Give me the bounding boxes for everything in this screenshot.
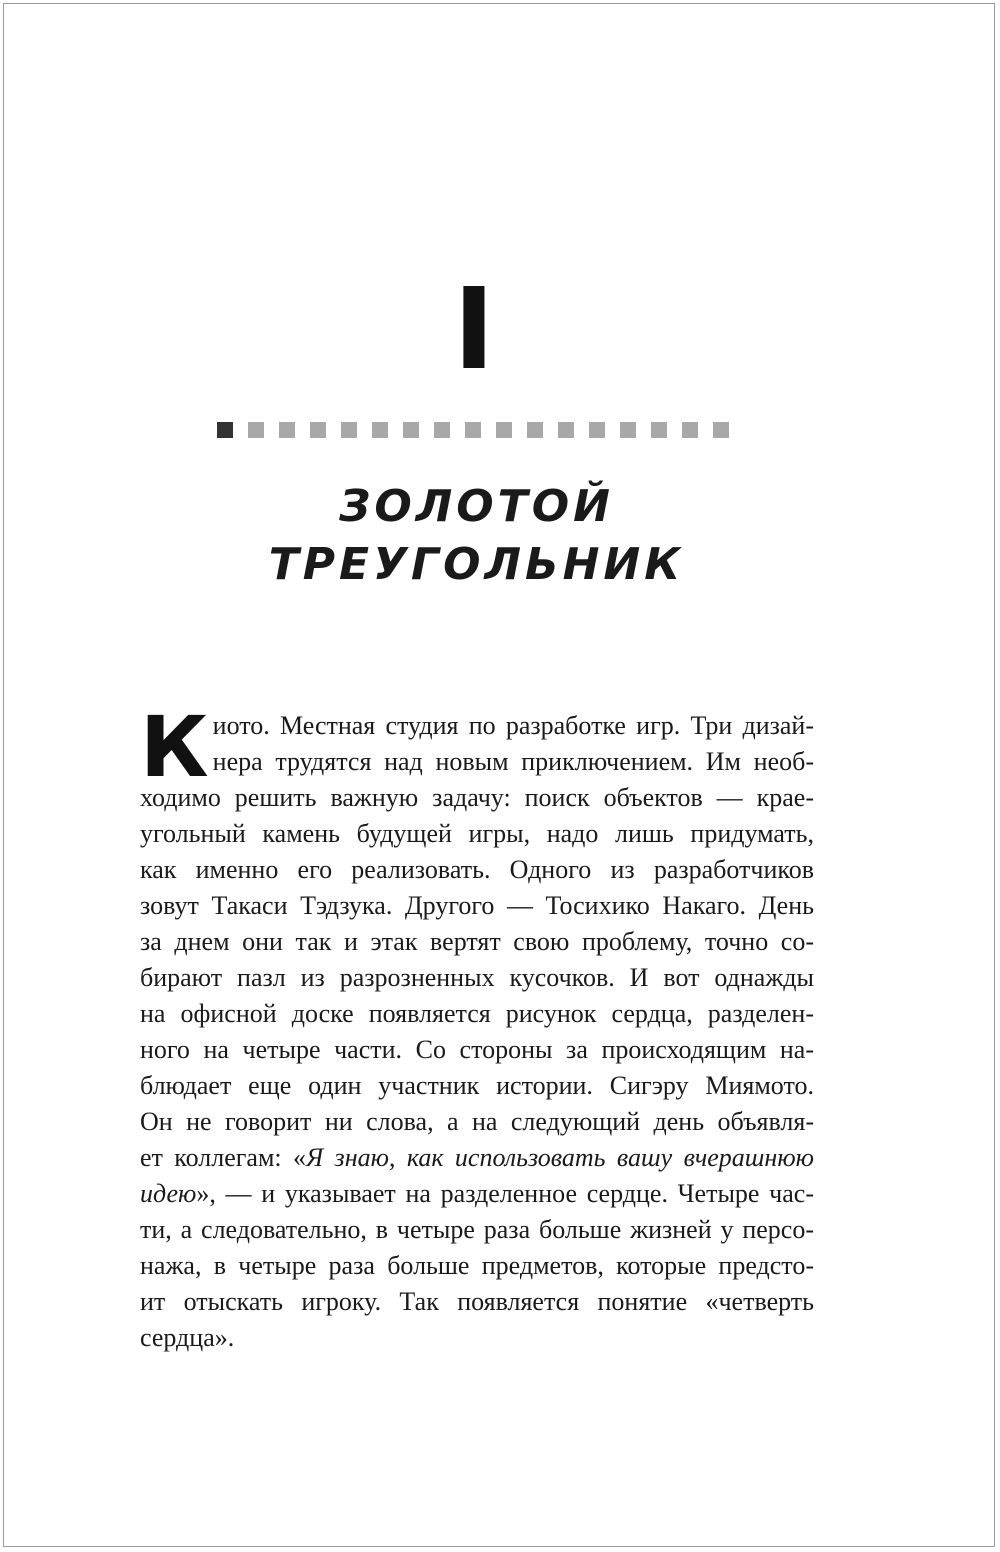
- text-line: нера трудятся над новым приключением. Им необ-: [212, 747, 814, 776]
- divider-square: [341, 422, 357, 438]
- divider-square: [465, 422, 481, 438]
- chapter-title-line-1: ЗОЛОТОЙ: [339, 481, 614, 532]
- divider-square: [217, 422, 233, 438]
- divider-square: [496, 422, 512, 438]
- divider-square: [372, 422, 388, 438]
- divider-square: [651, 422, 667, 438]
- divider-square: [248, 422, 264, 438]
- text-line-with-quote: [140, 1140, 814, 1176]
- chapter-numeral: I: [453, 265, 495, 395]
- text-line: ит отыскать игроку. Так появляется понятие «четверть: [140, 1287, 814, 1316]
- divider-square: [682, 422, 698, 438]
- italic-quote: идею: [140, 1179, 197, 1208]
- divider-square: [310, 422, 326, 438]
- drop-cap: К: [140, 698, 209, 796]
- chapter-title: [4, 478, 949, 594]
- divider-square: [558, 422, 574, 438]
- text-fragment: ет коллегам: «: [140, 1143, 307, 1172]
- text-line: нажа, в четыре раза больше предметов, которые предсто-: [140, 1251, 814, 1280]
- divider-square: [527, 422, 543, 438]
- book-page: [3, 3, 995, 1547]
- text-fragment: », — и указывает на разделенное сердце. Четыре час-: [196, 1179, 814, 1208]
- italic-quote: Я знаю, как использовать вашу вчерашнюю: [306, 1143, 814, 1172]
- text-line: как именно его реализовать. Одного из разработчиков: [140, 855, 814, 884]
- text-line: угольный камень будущей игры, надо лишь придумать,: [140, 819, 814, 848]
- divider-square: [403, 422, 419, 438]
- text-line: сердца».: [140, 1323, 235, 1352]
- chapter-title-line-2: ТРЕУГОЛЬНИК: [268, 539, 685, 590]
- divider-square: [589, 422, 605, 438]
- divider-square: [434, 422, 450, 438]
- text-line: Он не говорит ни слова, а на следующий день объявля-: [140, 1107, 814, 1136]
- chapter-divider: [217, 422, 737, 438]
- text-line: на офисной доске появляется рисунок сердца, разделен-: [140, 999, 814, 1028]
- text-line-with-quote: [140, 1176, 814, 1212]
- text-line: зовут Такаси Тэдзука. Другого — Тосихико Накаго. День: [140, 891, 814, 920]
- text-line: за днем они так и этак вертят свою проблему, точно со-: [140, 927, 814, 956]
- text-line: ходимо решить важную задачу: поиск объектов — крае-: [140, 783, 814, 812]
- text-line: блюдает еще один участник истории. Сигэру Миямото.: [140, 1071, 814, 1100]
- text-line: бирают пазл из разрозненных кусочков. И вот однажды: [140, 963, 814, 992]
- divider-square: [713, 422, 729, 438]
- divider-square: [620, 422, 636, 438]
- divider-square: [279, 422, 295, 438]
- text-line: иото. Местная студия по разработке игр. Три дизай-: [212, 711, 814, 740]
- text-line: ти, а следовательно, в четыре раза больше жизней у персо-: [140, 1215, 814, 1244]
- text-line: ного на четыре части. Со стороны за происходящим на-: [140, 1035, 814, 1064]
- body-paragraph: [140, 698, 814, 1356]
